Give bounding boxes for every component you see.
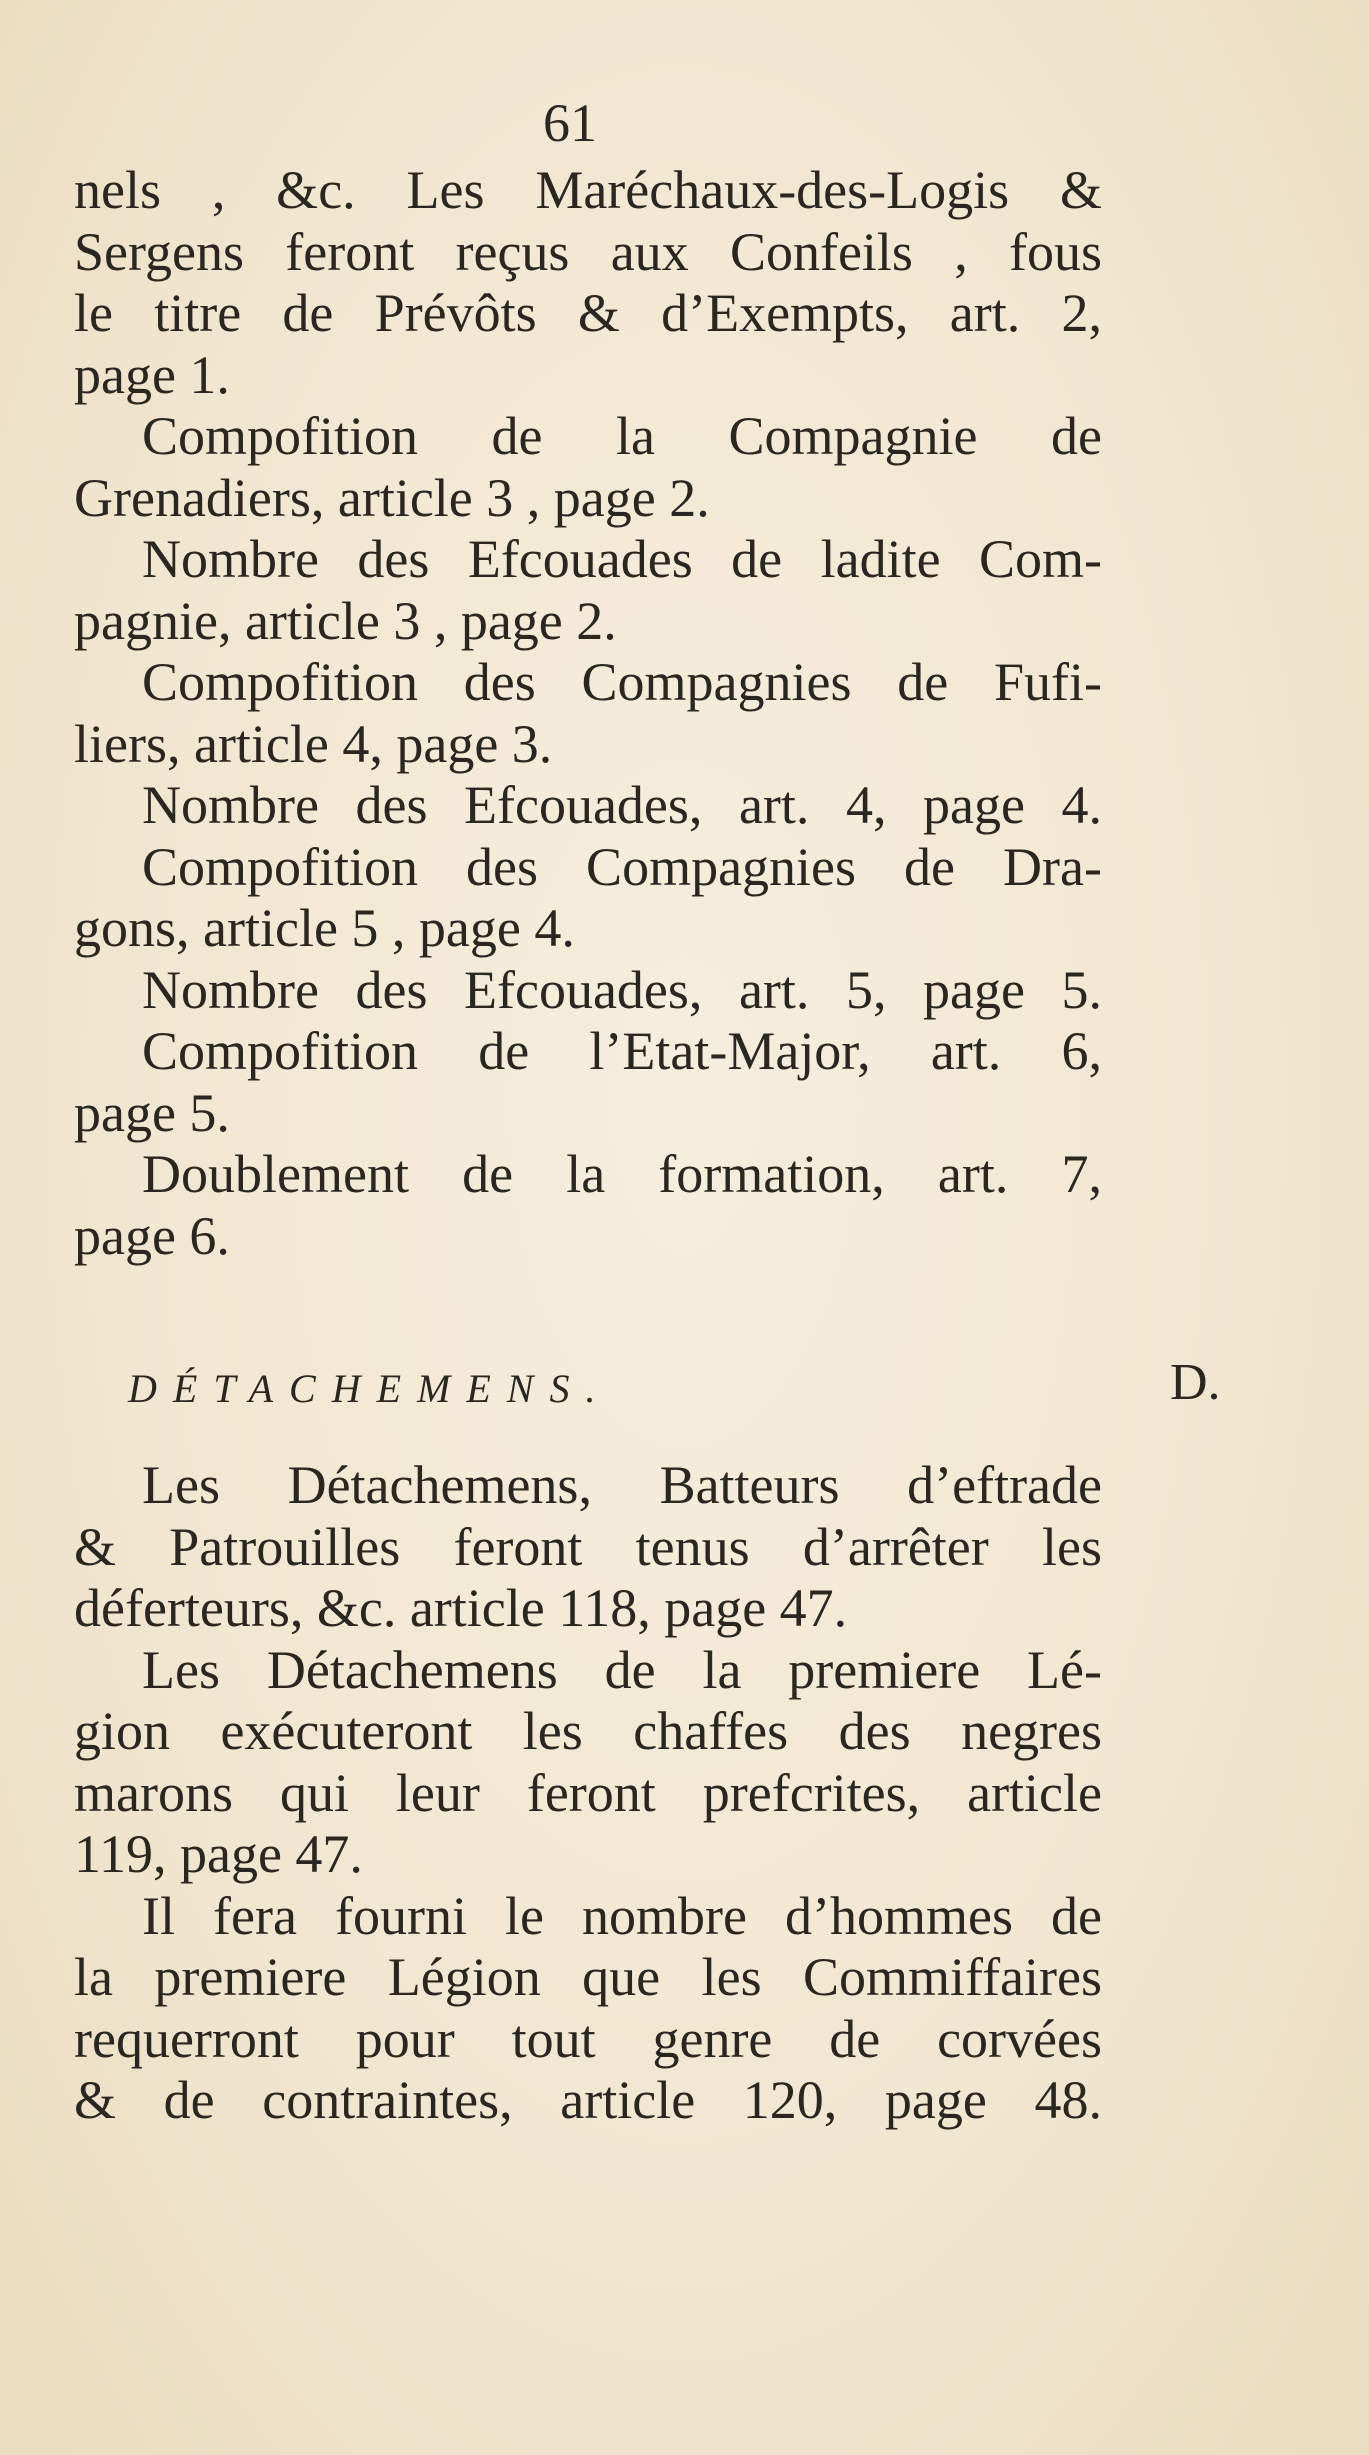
text-line: page 1. bbox=[74, 344, 230, 405]
text-line: gion exécuteront les chaffes des negres bbox=[74, 1701, 1102, 1761]
page-number: 61 bbox=[543, 93, 597, 153]
text-line: Compofition de l’Etat-Major, art. 6, bbox=[142, 1021, 1102, 1081]
text-line: Grenadiers, article 3 , page 2. bbox=[74, 467, 710, 528]
text-line: Nombre des Efcouades, art. 4, page 4. bbox=[142, 775, 1102, 835]
text-line: & Patrouilles feront tenus d’arrêter les bbox=[74, 1516, 1102, 1577]
text-line: la premiere Légion que les Commiffaires bbox=[74, 1947, 1102, 2007]
text-line: pagnie, article 3 , page 2. bbox=[74, 590, 617, 651]
text-line: 119, page 47. bbox=[74, 1824, 363, 1884]
text-line: gons, article 5 , page 4. bbox=[74, 898, 575, 958]
text-line: Compofition des Compagnies de Fufi- bbox=[142, 652, 1102, 712]
text-line: Nombre des Efcouades de ladite Com- bbox=[142, 529, 1102, 589]
section-heading: DÉTACHEMENS. bbox=[128, 1366, 612, 1411]
text-line: Compofition de la Compagnie de bbox=[142, 406, 1102, 466]
text-line: Il fera fourni le nombre d’hommes de bbox=[142, 1885, 1102, 1946]
text-line: Les Détachemens, Batteurs d’eftrade bbox=[142, 1455, 1102, 1515]
text-line: marons qui leur feront prefcrites, article bbox=[74, 1762, 1102, 1823]
text-line: requerront pour tout genre de corvées bbox=[74, 2008, 1102, 2069]
text-line: nels , &c. Les Maréchaux-des-Logis & bbox=[74, 160, 1102, 220]
text-line: & de contraintes, article 120, page 48. bbox=[74, 2070, 1102, 2130]
text-line: Doublement de la formation, art. 7, bbox=[142, 1144, 1102, 1204]
text-line: le titre de Prévôts & d’Exempts, art. 2, bbox=[74, 283, 1102, 343]
text-line: page 6. bbox=[74, 1205, 230, 1266]
text-line: Les Détachemens de la premiere Lé- bbox=[142, 1639, 1102, 1700]
text-line: liers, article 4, page 3. bbox=[74, 713, 553, 774]
text-line: Nombre des Efcouades, art. 5, page 5. bbox=[142, 959, 1102, 1020]
text-line: déferteurs, &c. article 118, page 47. bbox=[74, 1578, 848, 1638]
text-line: Sergens feront reçus aux Confeils , fous bbox=[74, 221, 1102, 282]
text-line: page 5. bbox=[74, 1082, 230, 1143]
text-line: Compofition des Compagnies de Dra- bbox=[142, 836, 1102, 897]
catchword: D. bbox=[1170, 1354, 1221, 1411]
